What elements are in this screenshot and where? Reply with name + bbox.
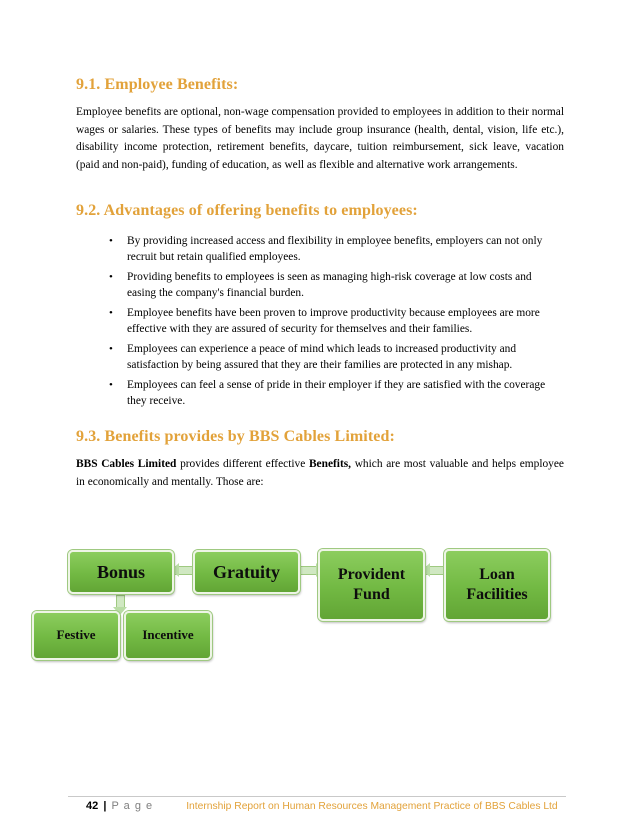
section-heading-9-1: 9.1. Employee Benefits: xyxy=(76,76,239,93)
bullet-icon: • xyxy=(109,343,113,355)
bullet-icon: • xyxy=(109,307,113,319)
company-name: BBS Cables Limited xyxy=(76,458,177,470)
incentive-box: Incentive xyxy=(124,611,212,660)
festive-box: Festive xyxy=(32,611,120,660)
footer-separator: | xyxy=(103,800,107,812)
list-item: • Employees can feel a sense of pride in their employer if they are satisfied with the coverage they receive. xyxy=(109,379,546,407)
loan-facilities-box: Loan Facilities xyxy=(444,549,550,621)
page-label: P a g e xyxy=(111,800,154,812)
footer xyxy=(86,800,566,812)
list-item: • Employee benefits have been proven to improve productivity because employees are more effective with they are assured of security for themselves and their families. xyxy=(109,307,540,335)
provident-fund-box: Provident Fund xyxy=(318,549,425,621)
benefits-word: Benefits, xyxy=(308,458,352,470)
footer-divider xyxy=(68,796,566,797)
gratuity-box: Gratuity xyxy=(193,550,300,594)
list-item: • Providing benefits to employees is seen as managing high-risk coverage at low costs and easing the company's financial burden. xyxy=(109,271,532,299)
list-item: • By providing increased access and flexibility in employee benefits, employers can not only recruit but retain qualified employees. xyxy=(109,235,543,263)
bonus-box: Bonus xyxy=(68,550,174,594)
bullet-icon: • xyxy=(109,235,113,247)
page-number: 42 xyxy=(86,800,99,812)
list-item: • Employees can experience a peace of mind which leads to increased productivity and satisfaction by being assured that they are their families are protected in any mishap. xyxy=(109,343,517,371)
section-heading-9-2: 9.2. Advantages of offering benefits to employees: xyxy=(76,202,418,219)
employee-benefits-paragraph: Employee benefits are optional, non-wage compensation provided to employees in addition to their normal wages or salaries. These types of benefits may include group insurance (health, dental, vision, life etc.), disability income protection, retirement benefits, daycare, tuition reimbursement, sick leave, vacation (paid and non-paid), funding of education, as well as flexible and alternative work arrangements. xyxy=(76,106,564,171)
bullet-icon: • xyxy=(109,379,113,391)
advantages-list xyxy=(109,234,561,414)
bbs-benefits-paragraph: BBS Cables Limited provides different effective Benefits, which are most valuable and helps employee in economically and mentally. Those are: xyxy=(76,458,564,488)
section-heading-9-3: 9.3. Benefits provides by BBS Cables Limited: xyxy=(76,428,395,445)
bullet-icon: • xyxy=(109,271,113,283)
report-title: Internship Report on Human Resources Management Practice of BBS Cables Ltd xyxy=(186,801,558,812)
